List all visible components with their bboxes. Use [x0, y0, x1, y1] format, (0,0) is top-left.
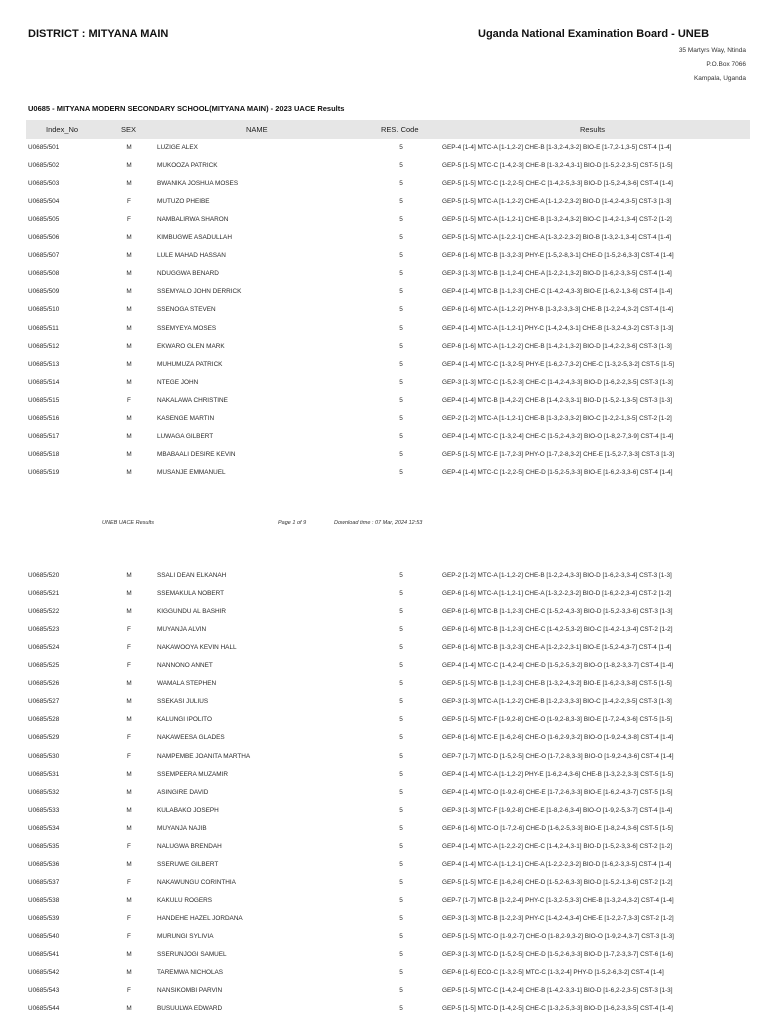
name-cell: SSENOGA STEVEN — [157, 306, 216, 314]
results-cell: GEP-4 [1-4] MTC-C [1-3,2-4] CHE-C [1-5,2-4,3-2] BIO-O [1-8,2-7,3-9] CST-4 [1-4] — [442, 432, 674, 440]
sex-cell: M — [126, 450, 132, 458]
sex-cell: F — [127, 644, 131, 652]
table-row — [26, 193, 750, 211]
index-cell: U0685/512 — [28, 342, 60, 350]
res-code-cell: 5 — [399, 342, 403, 350]
table-row — [26, 410, 750, 428]
sex-cell: F — [127, 987, 131, 995]
address-line-1: 35 Martyrs Way, Ntinda — [678, 47, 746, 54]
res-code-cell: 5 — [399, 450, 403, 458]
table-row — [26, 603, 750, 621]
index-cell: U0685/535 — [28, 842, 60, 850]
res-code-cell: 5 — [399, 752, 403, 760]
results-cell: GEP-4 [1-4] MTC-C [1-2,2-5] CHE-D [1-5,2-5,3-3] BIO-E [1-6,2-3,3-6] CST-4 [1-4] — [442, 468, 673, 476]
name-cell: KALUNGI IPOLITO — [157, 716, 212, 724]
index-cell: U0685/524 — [28, 644, 60, 652]
sex-cell: F — [127, 216, 131, 224]
address-line-3: Kampala, Uganda — [693, 75, 746, 82]
index-cell: U0685/521 — [28, 590, 60, 598]
name-cell: NAMBALIRWA SHARON — [157, 216, 229, 224]
sex-cell: M — [126, 1005, 132, 1013]
index-cell: U0685/506 — [28, 234, 60, 242]
name-cell: MUYANJA ALVIN — [157, 626, 207, 634]
sex-cell: M — [126, 770, 132, 778]
index-cell: U0685/530 — [28, 752, 60, 760]
res-code-cell: 5 — [399, 252, 403, 260]
index-cell: U0685/517 — [28, 432, 60, 440]
res-code-cell: 5 — [399, 270, 403, 278]
sex-cell: M — [126, 468, 132, 476]
res-code-cell: 5 — [399, 896, 403, 904]
index-cell: U0685/511 — [28, 324, 59, 332]
sex-cell: F — [127, 752, 131, 760]
table-row — [26, 211, 750, 229]
name-cell: NAKAWUNGU CORINTHIA — [157, 878, 236, 886]
name-cell: MURUNGI SYLIVIA — [157, 933, 214, 940]
index-cell: U0685/526 — [28, 680, 60, 688]
index-cell: U0685/544 — [28, 1005, 60, 1013]
table-row — [26, 1000, 750, 1018]
sex-cell: F — [127, 396, 131, 404]
footer-page: Page 1 of 9 — [278, 520, 307, 526]
name-cell: LUWAGA GILBERT — [157, 432, 214, 440]
res-code-cell: 5 — [399, 414, 403, 422]
name-cell: MBABAALI DESIRE KEVIN — [157, 450, 236, 458]
table-row — [26, 784, 750, 802]
index-cell: U0685/520 — [28, 572, 60, 579]
sex-cell: M — [126, 698, 132, 706]
index-cell: U0685/523 — [28, 626, 60, 634]
results-cell: GEP-7 [1-7] MTC-B [1-2,2-4] PHY-C [1-3,2-5,3-3] CHE-B [1-3,2-4,3-2] CST-4 [1-4] — [442, 896, 674, 904]
name-cell: MUHUMUZA PATRICK — [157, 360, 223, 368]
res-code-cell: 5 — [399, 198, 403, 206]
name-cell: MUYANJA NAJIB — [157, 824, 207, 832]
sex-cell: M — [126, 432, 132, 440]
name-cell: HANDEHE HAZEL JORDANA — [157, 914, 243, 922]
table-row — [26, 585, 750, 603]
table-row — [26, 693, 750, 711]
name-cell: KASENGE MARTIN — [157, 414, 215, 422]
results-cell: GEP-5 [1-5] MTC-C [1-4,2-3] CHE-B [1-3,2-4,3-1] BIO-D [1-5,2-2,3-5] CST-5 [1-5] — [442, 162, 673, 170]
sex-cell: M — [126, 896, 132, 904]
name-cell: LULE MAHAD HASSAN — [157, 252, 226, 260]
sex-cell: M — [126, 342, 132, 350]
name-cell: SSEMYEYA MOSES — [157, 324, 217, 332]
sex-cell: M — [126, 969, 132, 977]
res-code-cell: 5 — [399, 698, 403, 706]
res-code-cell: 5 — [399, 144, 403, 151]
sex-cell: F — [127, 914, 131, 922]
name-cell: BUSUULWA EDWARD — [157, 1005, 223, 1013]
res-code-cell: 5 — [399, 933, 403, 940]
res-code-cell: 5 — [399, 432, 403, 440]
index-cell: U0685/536 — [28, 860, 60, 868]
results-cell: GEP-7 [1-7] MTC-D [1-5,2-5] CHE-O [1-7,2-8,3-3] BIO-O [1-9,2-4,3-6] CST-4 [1-4] — [442, 752, 674, 760]
index-cell: U0685/519 — [28, 468, 60, 476]
res-code-cell: 5 — [399, 572, 403, 579]
name-cell: MUSANJE EMMANUEL — [157, 468, 226, 476]
res-code-cell: 5 — [399, 626, 403, 634]
results-cell: GEP-5 [1-5] MTC-B [1-1,2-3] CHE-B [1-3,2-4,3-2] BIO-E [1-6,2-3,3-8] CST-5 [1-5] — [442, 680, 672, 688]
results-cell: GEP-2 [1-2] MTC-A [1-1,2-2] CHE-B [1-2,2-4,3-3] BIO-D [1-6,2-3,3-4] CST-3 [1-3] — [442, 572, 672, 579]
address-line-2: P.O.Box 7066 — [706, 61, 746, 68]
index-cell: U0685/508 — [28, 270, 60, 278]
sex-cell: M — [126, 234, 132, 242]
res-code-cell: 5 — [399, 306, 403, 314]
index-cell: U0685/522 — [28, 608, 60, 616]
results-cell: GEP-6 [1-6] MTC-B [1-3,2-3] PHY-E [1-5,2-8,3-1] CHE-D [1-5,2-6,3-3] CST-4 [1-4] — [442, 252, 674, 260]
table-row — [26, 892, 750, 910]
index-cell: U0685/540 — [28, 933, 60, 940]
name-cell: NANNONO ANNET — [157, 662, 213, 670]
table-row — [26, 446, 750, 464]
results-cell: GEP-6 [1-6] MTC-B [1-1,2-3] CHE-C [1-5,2-4,3-3] BIO-D [1-5,2-3,3-6] CST-3 [1-3] — [442, 608, 673, 616]
res-code-cell: 5 — [399, 234, 403, 242]
sex-cell: F — [127, 662, 131, 670]
sex-cell: M — [126, 288, 132, 296]
results-cell: GEP-5 [1-5] MTC-F [1-9,2-8] CHE-O [1-9,2-8,3-3] BIO-E [1-7,2-4,3-6] CST-5 [1-5] — [442, 716, 673, 724]
res-code-cell: 5 — [399, 644, 403, 652]
results-cell: GEP-4 [1-4] MTC-B [1-1,2-3] CHE-C [1-4,2-4,3-3] BIO-E [1-6,2-1,3-6] CST-4 [1-4] — [442, 288, 673, 296]
name-cell: NAKALAWA CHRISTINE — [157, 396, 228, 404]
results-cell: GEP-6 [1-6] MTC-B [1-3,2-3] CHE-A [1-2,2-2,3-1] BIO-E [1-5,2-4,3-7] CST-4 [1-4] — [442, 644, 672, 652]
column-header-res-code: RES. Code — [381, 125, 419, 134]
table-row — [26, 639, 750, 657]
res-code-cell: 5 — [399, 734, 403, 742]
board-heading: Uganda National Examination Board - UNEB — [478, 28, 710, 40]
sex-cell: F — [127, 878, 131, 886]
table-header — [26, 120, 750, 139]
sex-cell: M — [126, 572, 132, 579]
name-cell: NALUGWA BRENDAH — [157, 842, 222, 850]
results-cell: GEP-4 [1-4] MTC-C [1-4,2-4] CHE-D [1-5,2-5,3-2] BIO-O [1-8,2-3,3-7] CST-4 [1-4] — [442, 662, 674, 670]
index-cell: U0685/528 — [28, 716, 60, 724]
name-cell: NAKAWOOYA KEVIN HALL — [157, 644, 237, 652]
footer-download-time: Download time : 07 Mar, 2024 12:53 — [334, 520, 423, 526]
results-cell: GEP-6 [1-6] MTC-B [1-1,2-3] CHE-C [1-4,2-5,3-2] BIO-C [1-4,2-1,3-4] CST-2 [1-2] — [442, 626, 673, 634]
index-cell: U0685/527 — [28, 698, 60, 706]
index-cell: U0685/531 — [28, 770, 60, 778]
sex-cell: M — [126, 180, 132, 188]
name-cell: SSEMPEERA MUZAMIR — [157, 770, 229, 778]
results-cell: GEP-2 [1-2] MTC-A [1-1,2-1] CHE-B [1-3,2-3,3-2] BIO-C [1-2,2-1,3-5] CST-2 [1-2] — [442, 414, 672, 422]
res-code-cell: 5 — [399, 969, 403, 977]
column-header-index: Index_No — [46, 125, 79, 134]
school-title: U0685 - MITYANA MODERN SECONDARY SCHOOL(MITYANA MAIN) - 2023 UACE Results — [28, 104, 345, 113]
res-code-cell: 5 — [399, 878, 403, 886]
district-heading: DISTRICT : MITYANA MAIN — [28, 28, 169, 40]
table-row — [26, 301, 750, 319]
name-cell: NDUGGWA BENARD — [157, 270, 219, 278]
res-code-cell: 5 — [399, 590, 403, 598]
name-cell: SSEMYALO JOHN DERRICK — [157, 288, 242, 296]
sex-cell: M — [126, 680, 132, 688]
res-code-cell: 5 — [399, 788, 403, 796]
res-code-cell: 5 — [399, 360, 403, 368]
sex-cell: M — [126, 788, 132, 796]
res-code-cell: 5 — [399, 951, 403, 959]
sex-cell: M — [126, 270, 132, 278]
results-cell: GEP-5 [1-5] MTC-A [1-2,2-1] CHE-A [1-3,2-2,3-2] BIO-B [1-3,2-1,3-4] CST-4 [1-4] — [442, 234, 672, 242]
column-header-name: NAME — [246, 125, 268, 134]
table-row — [26, 247, 750, 265]
res-code-cell: 5 — [399, 770, 403, 778]
table-row — [26, 157, 750, 175]
res-code-cell: 5 — [399, 396, 403, 404]
name-cell: KIGGUNDU AL BASHIR — [157, 608, 227, 616]
sex-cell: M — [126, 824, 132, 832]
index-cell: U0685/525 — [28, 662, 60, 670]
res-code-cell: 5 — [399, 288, 403, 296]
res-code-cell: 5 — [399, 662, 403, 670]
results-cell: GEP-3 [1-3] MTC-B [1-2,2-3] PHY-C [1-4,2-4,3-4] CHE-E [1-2,2-7,3-3] CST-2 [1-2] — [442, 914, 674, 922]
table-row — [26, 567, 750, 585]
table-row — [26, 982, 750, 1000]
res-code-cell: 5 — [399, 824, 403, 832]
name-cell: EKWARO GLEN MARK — [157, 342, 225, 350]
column-header-sex: SEX — [121, 125, 137, 134]
results-cell: GEP-4 [1-4] MTC-A [1-1,2-2] CHE-B [1-3,2-4,3-2] BIO-E [1-7,2-1,3-5] CST-4 [1-4] — [442, 144, 672, 151]
res-code-cell: 5 — [399, 716, 403, 724]
results-cell: GEP-4 [1-4] MTC-C [1-3,2-5] PHY-E [1-6,2-7,3-2] CHE-C [1-3,2-5,3-2] CST-5 [1-5] — [442, 360, 675, 368]
sex-cell: F — [127, 626, 131, 634]
index-cell: U0685/541 — [28, 951, 60, 959]
sex-cell: M — [126, 378, 132, 386]
res-code-cell: 5 — [399, 842, 403, 850]
results-cell: GEP-6 [1-6] MTC-E [1-6,2-6] CHE-O [1-6,2-9,3-2] BIO-O [1-9,2-4,3-8] CST-4 [1-4] — [442, 734, 674, 742]
index-cell: U0685/503 — [28, 180, 60, 188]
res-code-cell: 5 — [399, 180, 403, 188]
index-cell: U0685/518 — [28, 450, 60, 458]
index-cell: U0685/504 — [28, 198, 60, 206]
index-cell: U0685/502 — [28, 162, 60, 170]
table-row — [26, 464, 750, 482]
table-row — [26, 928, 750, 946]
results-cell: GEP-6 [1-6] ECO-C [1-3,2-5] MTC-C [1-3,2-4] PHY-D [1-5,2-6,3-2] CST-4 [1-4] — [442, 969, 664, 977]
table-row — [26, 964, 750, 982]
name-cell: BWANIKA JOSHUA MOSES — [157, 180, 239, 188]
table-row — [26, 621, 750, 639]
table-row — [26, 356, 750, 374]
res-code-cell: 5 — [399, 1005, 403, 1013]
res-code-cell: 5 — [399, 324, 403, 332]
results-cell: GEP-6 [1-6] MTC-A [1-1,2-2] PHY-B [1-3,2-3,3-3] CHE-B [1-2,2-4,3-2] CST-4 [1-4] — [442, 306, 673, 314]
res-code-cell: 5 — [399, 468, 403, 476]
table-row — [26, 946, 750, 964]
res-code-cell: 5 — [399, 608, 403, 616]
table-row — [26, 338, 750, 356]
name-cell: KIMBUGWE ASADULLAH — [157, 234, 232, 242]
results-cell: GEP-6 [1-6] MTC-O [1-7,2-6] CHE-D [1-6,2-5,3-3] BIO-E [1-8,2-4,3-6] CST-5 [1-5] — [442, 824, 673, 832]
res-code-cell: 5 — [399, 680, 403, 688]
table-row — [26, 838, 750, 856]
sex-cell: M — [126, 951, 132, 959]
index-cell: U0685/534 — [28, 824, 60, 832]
res-code-cell: 5 — [399, 914, 403, 922]
name-cell: SSEMAKULA NOBERT — [157, 590, 225, 598]
sex-cell: M — [126, 324, 132, 332]
index-cell: U0685/505 — [28, 216, 60, 224]
name-cell: LUZIGE ALEX — [157, 144, 198, 151]
results-cell: GEP-5 [1-5] MTC-D [1-4,2-5] CHE-C [1-3,2-5,3-3] BIO-D [1-6,2-3,3-5] CST-4 [1-4] — [442, 1005, 673, 1013]
table-row — [26, 802, 750, 820]
results-cell: GEP-4 [1-4] MTC-A [1-1,2-1] CHE-A [1-2,2-2,3-2] BIO-D [1-6,2-3,3-5] CST-4 [1-4] — [442, 860, 672, 868]
name-cell: ASINGIRE DAVID — [157, 788, 209, 796]
index-cell: U0685/532 — [28, 788, 60, 796]
sex-cell: F — [127, 198, 131, 206]
table-row — [26, 820, 750, 838]
sex-cell: M — [126, 306, 132, 314]
index-cell: U0685/515 — [28, 396, 60, 404]
results-cell: GEP-5 [1-5] MTC-E [1-7,2-3] PHY-O [1-7,2-8,3-2] CHE-E [1-5,2-7,3-3] CST-3 [1-3] — [442, 450, 675, 458]
footer-label: UNEB UACE Results — [102, 520, 154, 526]
table-row — [26, 729, 750, 747]
sex-cell: M — [126, 252, 132, 260]
results-cell: GEP-3 [1-3] MTC-C [1-5,2-3] CHE-C [1-4,2-4,3-3] BIO-D [1-6,2-2,3-5] CST-3 [1-3] — [442, 378, 673, 386]
results-cell: GEP-4 [1-4] MTC-O [1-9,2-6] CHE-E [1-7,2-6,3-3] BIO-E [1-6,2-4,3-7] CST-5 [1-5] — [442, 788, 673, 796]
table-row — [26, 265, 750, 283]
res-code-cell: 5 — [399, 987, 403, 995]
results-cell: GEP-6 [1-6] MTC-A [1-1,2-1] CHE-A [1-3,2-2,3-2] BIO-D [1-6,2-2,3-4] CST-2 [1-2] — [442, 590, 672, 598]
index-cell: U0685/529 — [28, 734, 60, 742]
table-row — [26, 175, 750, 193]
index-cell: U0685/537 — [28, 878, 60, 886]
results-cell: GEP-5 [1-5] MTC-C [1-2,2-5] CHE-C [1-4,2-5,3-3] BIO-D [1-5,2-4,3-6] CST-4 [1-4] — [442, 180, 673, 188]
results-cell: GEP-4 [1-4] MTC-A [1-2,2-2] CHE-C [1-4,2-4,3-1] BIO-D [1-5,2-3,3-6] CST-2 [1-2] — [442, 842, 673, 850]
table-row — [26, 657, 750, 675]
table-row — [26, 711, 750, 729]
results-cell: GEP-4 [1-4] MTC-A [1-1,2-1] PHY-C [1-4,2-4,3-1] CHE-B [1-3,2-4,3-2] CST-3 [1-3] — [442, 324, 674, 332]
results-cell: GEP-5 [1-5] MTC-A [1-1,2-1] CHE-B [1-3,2-4,3-2] BIO-C [1-4,2-1,3-4] CST-2 [1-2] — [442, 216, 672, 224]
sex-cell: M — [126, 414, 132, 422]
index-cell: U0685/542 — [28, 969, 60, 977]
name-cell: SSERUWE GILBERT — [157, 860, 219, 868]
name-cell: KAKULU ROGERS — [157, 896, 213, 904]
table-row — [26, 320, 750, 338]
index-cell: U0685/513 — [28, 360, 60, 368]
res-code-cell: 5 — [399, 216, 403, 224]
index-cell: U0685/543 — [28, 987, 60, 995]
results-cell: GEP-5 [1-5] MTC-O [1-9,2-7] CHE-O [1-8,2-9,3-2] BIO-O [1-9,2-4,3-7] CST-3 [1-3] — [442, 933, 674, 940]
table-row — [26, 910, 750, 928]
sex-cell: F — [127, 933, 131, 940]
results-cell: GEP-5 [1-5] MTC-C [1-4,2-4] CHE-B [1-4,2-3,3-1] BIO-D [1-6,2-2,3-5] CST-3 [1-3] — [442, 987, 673, 995]
name-cell: MUTUZO PHEIBE — [157, 198, 210, 206]
name-cell: MUKOOZA PATRICK — [157, 162, 218, 170]
name-cell: SSEKASI JULIUS — [157, 698, 209, 706]
res-code-cell: 5 — [399, 860, 403, 868]
name-cell: NAMPEMBE JOANITA MARTHA — [157, 752, 251, 760]
results-cell: GEP-3 [1-3] MTC-B [1-1,2-4] CHE-A [1-2,2-1,3-2] BIO-D [1-6,2-3,3-5] CST-4 [1-4] — [442, 270, 672, 278]
table-row — [26, 874, 750, 892]
name-cell: NTEGE JOHN — [157, 378, 199, 386]
sex-cell: M — [126, 860, 132, 868]
index-cell: U0685/501 — [28, 144, 60, 151]
table-row — [26, 374, 750, 392]
name-cell: KULABAKO JOSEPH — [157, 806, 219, 814]
res-code-cell: 5 — [399, 378, 403, 386]
sex-cell: M — [126, 608, 132, 616]
res-code-cell: 5 — [399, 162, 403, 170]
name-cell: SSERUNJOGI SAMUEL — [157, 951, 227, 959]
name-cell: SSALI DEAN ELKANAH — [157, 572, 227, 579]
table-row — [26, 428, 750, 446]
sex-cell: M — [126, 716, 132, 724]
sex-cell: M — [126, 144, 132, 151]
column-header-results: Results — [580, 125, 606, 134]
results-cell: GEP-5 [1-5] MTC-A [1-1,2-2] CHE-A [1-1,2-2,3-2] BIO-D [1-4,2-4,3-5] CST-3 [1-3] — [442, 198, 672, 206]
table-row — [26, 748, 750, 766]
name-cell: TAREMWA NICHOLAS — [157, 969, 224, 977]
table-row — [26, 675, 750, 693]
sex-cell: F — [127, 734, 131, 742]
table-row — [26, 856, 750, 874]
name-cell: NANSIKOMBI PARVIN — [157, 987, 223, 995]
table-row — [26, 766, 750, 784]
results-cell: GEP-3 [1-3] MTC-A [1-1,2-2] CHE-B [1-2,2-3,3-3] BIO-C [1-4,2-2,3-5] CST-3 [1-3] — [442, 698, 672, 706]
table-row — [26, 392, 750, 410]
index-cell: U0685/539 — [28, 914, 60, 922]
table-row — [26, 229, 750, 247]
sex-cell: M — [126, 806, 132, 814]
name-cell: NAKAWEESA GLADES — [157, 734, 225, 742]
index-cell: U0685/507 — [28, 252, 60, 260]
index-cell: U0685/510 — [28, 306, 60, 314]
name-cell: WAMALA STEPHEN — [157, 680, 217, 688]
results-cell: GEP-4 [1-4] MTC-B [1-4,2-2] CHE-B [1-4,2-3,3-1] BIO-D [1-5,2-1,3-5] CST-3 [1-3] — [442, 396, 673, 404]
res-code-cell: 5 — [399, 806, 403, 814]
sex-cell: M — [126, 162, 132, 170]
sex-cell: M — [126, 360, 132, 368]
results-cell: GEP-6 [1-6] MTC-A [1-1,2-2] CHE-B [1-4,2-1,3-2] BIO-D [1-4,2-2,3-6] CST-3 [1-3] — [442, 342, 672, 350]
index-cell: U0685/538 — [28, 896, 60, 904]
sex-cell: M — [126, 590, 132, 598]
results-cell: GEP-5 [1-5] MTC-E [1-6,2-6] CHE-D [1-5,2-6,3-3] BIO-D [1-5,2-1,3-6] CST-2 [1-2] — [442, 878, 673, 886]
table-row — [26, 283, 750, 301]
results-cell: GEP-3 [1-3] MTC-D [1-5,2-5] CHE-D [1-5,2-6,3-3] BIO-D [1-7,2-3,3-7] CST-6 [1-6] — [442, 951, 673, 959]
index-cell: U0685/514 — [28, 378, 60, 386]
sex-cell: F — [127, 842, 131, 850]
results-cell: GEP-4 [1-4] MTC-A [1-1,2-2] PHY-E [1-6,2-4,3-6] CHE-B [1-3,2-2,3-3] CST-5 [1-5] — [442, 770, 673, 778]
results-cell: GEP-3 [1-3] MTC-F [1-9,2-8] CHE-E [1-8,2-6,3-4] BIO-O [1-9,2-5,3-7] CST-4 [1-4] — [442, 806, 673, 814]
index-cell: U0685/516 — [28, 414, 60, 422]
index-cell: U0685/533 — [28, 806, 60, 814]
table-row — [26, 139, 750, 157]
index-cell: U0685/509 — [28, 288, 60, 296]
